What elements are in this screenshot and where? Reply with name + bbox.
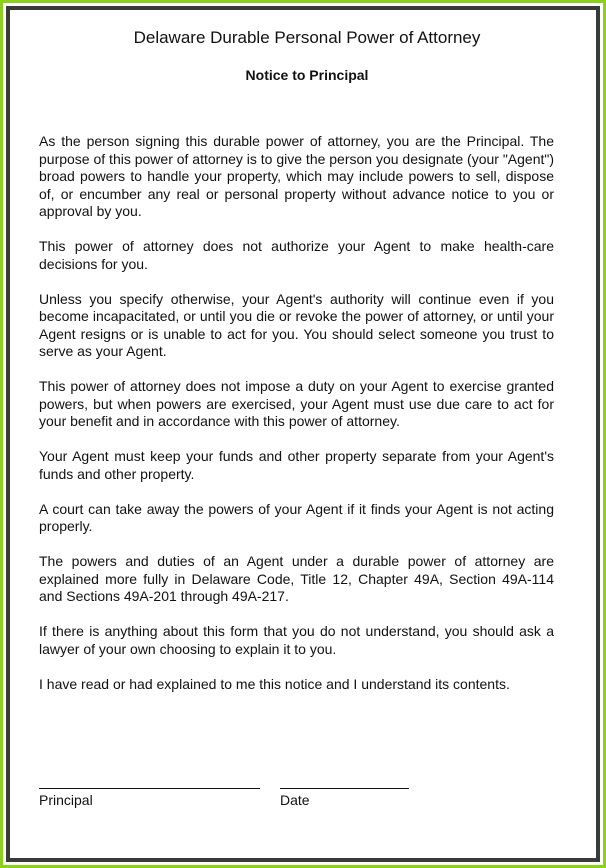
paragraph-duty: This power of attorney does not impose a duty on your Agent to exercise granted powers, but when powers are exercised, your Agent must use due care to act for your benefit and in accordance with this power of attorney. (39, 378, 554, 429)
document-page (6, 6, 600, 862)
date-label: Date (280, 792, 310, 808)
paragraph-lawyer: If there is anything about this form that you do not understand, you should ask a lawyer of your own choosing to explain it to you. (39, 623, 554, 657)
paragraph-health-care: This power of attorney does not authorize your Agent to make health-care decisions for you. (39, 238, 554, 272)
paragraph-acknowledgement: I have read or had explained to me this notice and I understand its contents. (39, 675, 510, 692)
principal-signature-line[interactable] (39, 788, 260, 789)
document-subtitle: Notice to Principal (245, 67, 369, 83)
notice-body (39, 133, 554, 711)
paragraph-authority-duration: Unless you specify otherwise, your Agent's authority will continue even if you become incapacitated, or until you die or revoke the power of attorney, or until your Agent resigns or is unable to act for you. You should select someone you trust to serve as your Agent. (39, 290, 554, 359)
paragraph-court: A court can take away the powers of your Agent if it finds your Agent is not acting properly. (39, 500, 554, 534)
paragraph-principal-purpose: As the person signing this durable power of attorney, you are the Principal. The purpose of this power of attorney is to give the person you designate (your "Agent") broad powers to handle your property, which may include powers to sell, dispose of, or encumber any real or personal property without advance notice to you or approval by you. (39, 133, 555, 219)
date-signature-line[interactable] (280, 788, 409, 789)
document-title: Delaware Durable Personal Power of Attorney (133, 28, 481, 47)
principal-label: Principal (39, 792, 93, 808)
paragraph-delaware-code: The powers and duties of an Agent under a durable power of attorney are explained more fully in Delaware Code, Title 12, Chapter 49A, Section 49A-114 and Sections 49A-201 through 49A-217. (39, 553, 554, 604)
paragraph-separate-funds: Your Agent must keep your funds and other property separate from your Agent's funds and other property. (39, 448, 554, 482)
